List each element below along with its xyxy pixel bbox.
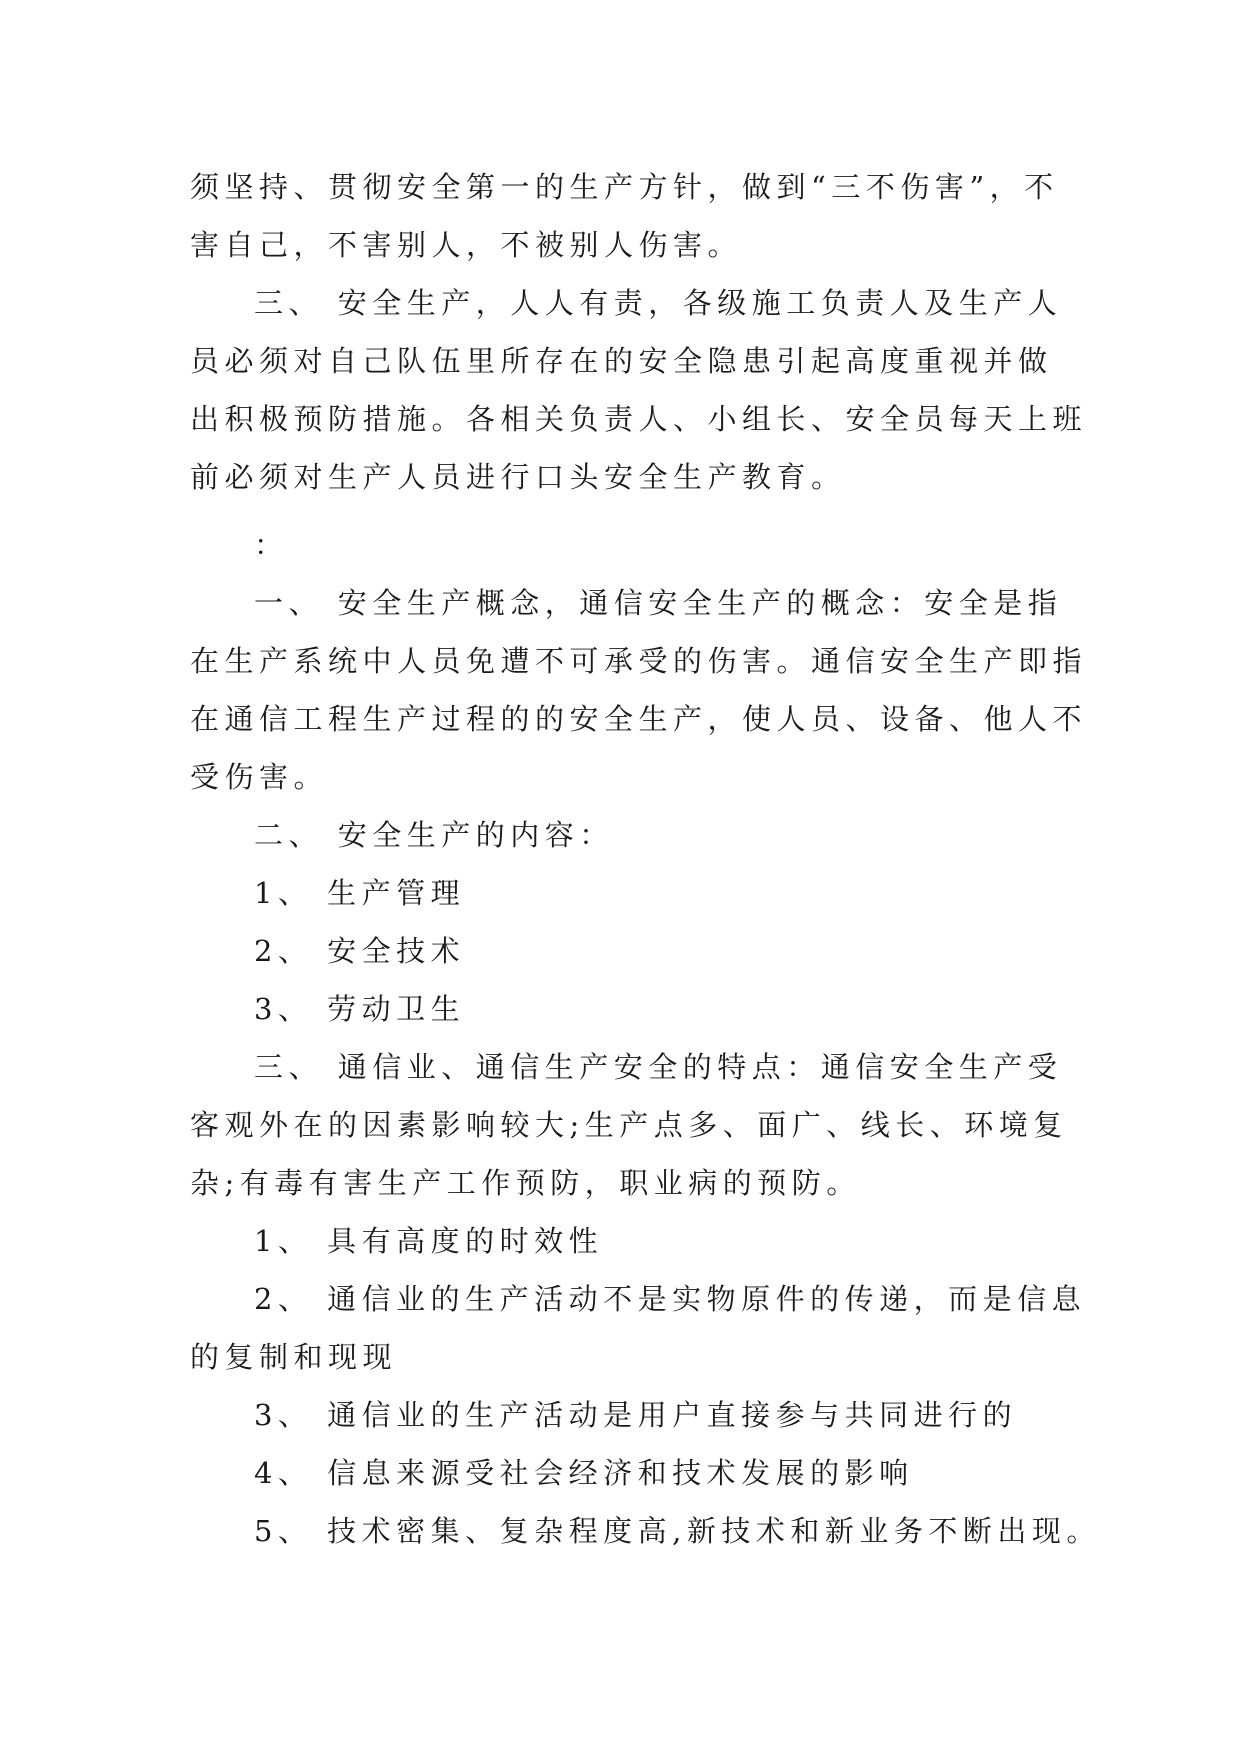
text-line: 二、 安全生产的内容：: [254, 818, 614, 852]
text-line: 杂;有毒有害生产工作预防，职业病的预防。: [190, 1166, 861, 1200]
list-item: 2、 通信业的生产活动不是实物原件的传递，而是信息: [254, 1282, 1087, 1316]
list-item: 3、 通信业的生产活动是用户直接参与共同进行的: [254, 1398, 1018, 1432]
list-item: 4、 信息来源受社会经济和技术发展的影响: [254, 1456, 914, 1490]
text-line: 的复制和现现: [190, 1340, 398, 1374]
list-item: 5、 技术密集、复杂程度高,新技术和新业务不断出现。: [254, 1514, 1101, 1548]
list-item: 1、 生产管理: [254, 876, 466, 910]
text-line: 前必须对生产人员进行口头安全生产教育。: [190, 460, 846, 494]
document-page: [190, 158, 1101, 1560]
list-item: 2、 安全技术: [254, 934, 466, 968]
text-line: 一、 安全生产概念，通信安全生产的概念：安全是指: [254, 586, 1063, 620]
text-line: 受伤害。: [190, 760, 329, 794]
text-line: 三、 通信业、通信生产安全的特点：通信安全生产受: [254, 1050, 1063, 1084]
text-line: 在生产系统中人员免遭不可承受的伤害。通信安全生产即指: [190, 644, 1088, 678]
list-item: 1、 具有高度的时效性: [254, 1224, 604, 1258]
text-line: 员必须对自己队伍里所存在的安全隐患引起高度重视并做: [190, 344, 1053, 378]
text-line: 客观外在的因素影响较大;生产点多、面广、线长、环境复: [190, 1108, 1068, 1142]
text-line: 须坚持、贯彻安全第一的生产方针，做到“三不伤害”，不: [190, 170, 1059, 204]
text-line: ：: [254, 528, 289, 562]
text-line: 三、 安全生产，人人有责，各级施工负责人及生产人: [254, 286, 1063, 320]
text-line: 在通信工程生产过程的的安全生产，使人员、设备、他人不: [190, 702, 1088, 736]
text-line: 害自己，不害别人，不被别人伤害。: [190, 228, 743, 262]
text-line: 出积极预防措施。各相关负责人、小组长、安全员每天上班: [190, 402, 1088, 436]
list-item: 3、 劳动卫生: [254, 992, 466, 1026]
